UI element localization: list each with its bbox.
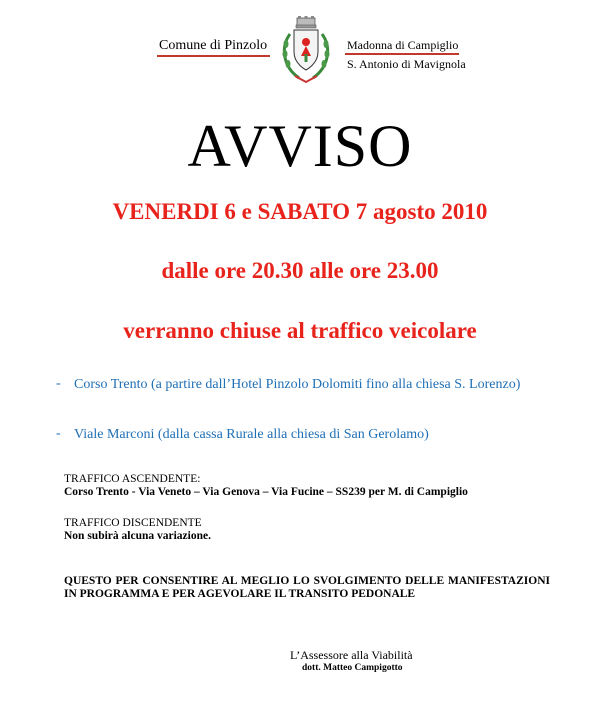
- traffic-descending-heading: TRAFFICO DISCENDENTE: [64, 517, 202, 529]
- hamlet-name-2: S. Antonio di Mavignola: [347, 57, 466, 71]
- bullet-dash: -: [56, 376, 61, 391]
- hamlet-name-1: Madonna di Campiglio: [347, 38, 459, 52]
- traffic-ascending-heading: TRAFFICO ASCENDENTE:: [64, 473, 201, 485]
- header-rule-right: [345, 53, 459, 55]
- coat-of-arms-icon: [277, 16, 335, 84]
- signatory-role: L’Assessore alla Viabilità: [290, 648, 413, 662]
- traffic-ascending-route: Corso Trento - Via Veneto – Via Genova – Via Fucine – SS239 per M. di Campiglio: [64, 486, 468, 498]
- event-hours: dalle ore 20.30 alle ore 23.00: [161, 258, 439, 283]
- traffic-ascending-section: [64, 473, 550, 499]
- street-item: [56, 376, 550, 393]
- closure-statement: verranno chiuse al traffico veicolare: [123, 318, 477, 343]
- event-dates: VENERDI 6 e SABATO 7 agosto 2010: [112, 199, 488, 224]
- street-item: [56, 426, 550, 443]
- page-title: AVVISO: [187, 113, 413, 179]
- traffic-descending-section: [64, 517, 550, 543]
- street-text: Viale Marconi (dalla cassa Rurale alla chiesa di San Gerolamo): [74, 427, 429, 442]
- purpose-notice: QUESTO PER CONSENTIRE AL MEGLIO LO SVOLGIMENTO DELLE MANIFESTAZIONI IN PROGRAMMA E PER AGEVOLARE IL TRANSITO PEDONALE: [64, 575, 550, 600]
- traffic-descending-text: Non subirà alcuna variazione.: [64, 530, 211, 542]
- bullet-dash: -: [56, 426, 61, 441]
- signatory-name: dott. Matteo Campigotto: [302, 663, 403, 673]
- header-rule-left: [157, 55, 270, 57]
- street-text: Corso Trento (a partire dall’Hotel Pinzolo Dolomiti fino alla chiesa S. Lorenzo): [74, 377, 521, 392]
- municipality-name: Comune di Pinzolo: [159, 38, 268, 53]
